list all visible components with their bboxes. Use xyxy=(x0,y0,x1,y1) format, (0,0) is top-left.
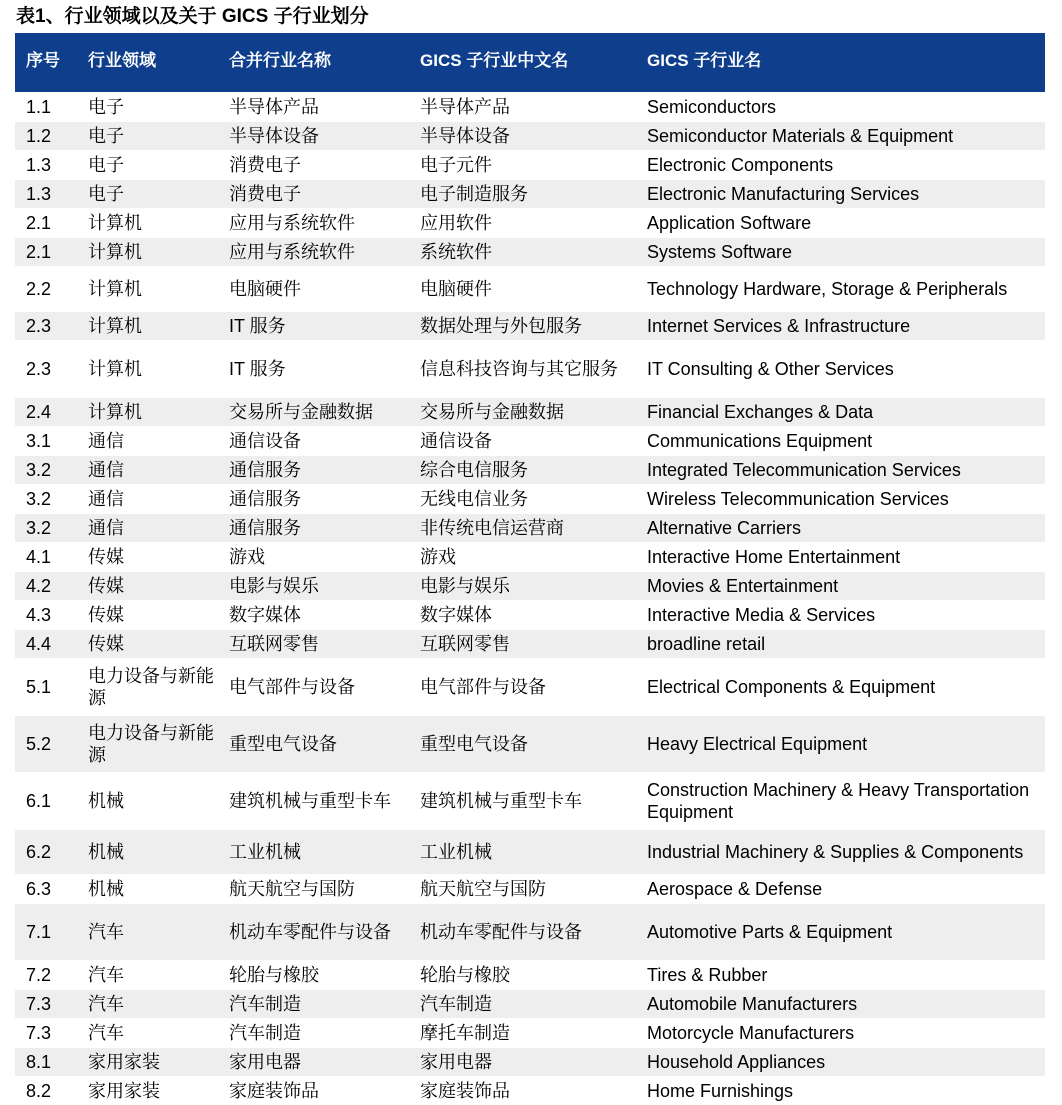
table-row xyxy=(15,1076,1045,1105)
cell-industry-sector: 电力设备与新能源 xyxy=(77,715,218,772)
header-gics-subindustry-chinese: GICS 子行业中文名 xyxy=(409,33,636,92)
cell-merged-industry-name: 消费电子 xyxy=(218,150,409,179)
cell-industry-sector: 传媒 xyxy=(77,600,218,629)
cell-gics-subindustry-english: Automotive Parts & Equipment xyxy=(636,903,1045,960)
table-row xyxy=(15,121,1045,150)
table-row xyxy=(15,629,1045,658)
cell-gics-subindustry-chinese: 电脑硬件 xyxy=(409,266,636,311)
cell-gics-subindustry-english: Interactive Home Entertainment xyxy=(636,542,1045,571)
cell-gics-subindustry-chinese: 交易所与金融数据 xyxy=(409,397,636,426)
cell-gics-subindustry-chinese: 数字媒体 xyxy=(409,600,636,629)
cell-industry-sector: 汽车 xyxy=(77,989,218,1018)
cell-serial-number: 7.1 xyxy=(15,903,77,960)
cell-merged-industry-name: IT 服务 xyxy=(218,340,409,397)
cell-industry-sector: 计算机 xyxy=(77,237,218,266)
cell-serial-number: 2.1 xyxy=(15,237,77,266)
industry-classification-table xyxy=(15,33,1045,1105)
cell-merged-industry-name: 通信服务 xyxy=(218,484,409,513)
cell-serial-number: 5.2 xyxy=(15,715,77,772)
cell-serial-number: 1.1 xyxy=(15,92,77,121)
header-merged-industry-name: 合并行业名称 xyxy=(218,33,409,92)
cell-merged-industry-name: 互联网零售 xyxy=(218,629,409,658)
cell-merged-industry-name: 电影与娱乐 xyxy=(218,571,409,600)
cell-serial-number: 6.1 xyxy=(15,772,77,829)
cell-gics-subindustry-english: Industrial Machinery & Supplies & Components xyxy=(636,829,1045,874)
cell-gics-subindustry-english: Technology Hardware, Storage & Peripherals xyxy=(636,266,1045,311)
cell-gics-subindustry-chinese: 综合电信服务 xyxy=(409,455,636,484)
cell-gics-subindustry-english: Electronic Manufacturing Services xyxy=(636,179,1045,208)
cell-gics-subindustry-chinese: 摩托车制造 xyxy=(409,1018,636,1047)
cell-gics-subindustry-english: Construction Machinery & Heavy Transportation Equipment xyxy=(636,772,1045,829)
cell-gics-subindustry-english: IT Consulting & Other Services xyxy=(636,340,1045,397)
cell-merged-industry-name: 重型电气设备 xyxy=(218,715,409,772)
cell-merged-industry-name: 家庭装饰品 xyxy=(218,1076,409,1105)
cell-gics-subindustry-english: Aerospace & Defense xyxy=(636,874,1045,903)
cell-gics-subindustry-english: Automobile Manufacturers xyxy=(636,989,1045,1018)
cell-merged-industry-name: 应用与系统软件 xyxy=(218,208,409,237)
cell-serial-number: 6.3 xyxy=(15,874,77,903)
cell-gics-subindustry-english: Electrical Components & Equipment xyxy=(636,658,1045,715)
cell-gics-subindustry-chinese: 电影与娱乐 xyxy=(409,571,636,600)
cell-industry-sector: 机械 xyxy=(77,874,218,903)
cell-merged-industry-name: 工业机械 xyxy=(218,829,409,874)
table-row xyxy=(15,92,1045,121)
cell-serial-number: 7.2 xyxy=(15,960,77,989)
cell-gics-subindustry-english: Household Appliances xyxy=(636,1047,1045,1076)
cell-gics-subindustry-english: Integrated Telecommunication Services xyxy=(636,455,1045,484)
cell-industry-sector: 计算机 xyxy=(77,340,218,397)
cell-merged-industry-name: 半导体产品 xyxy=(218,92,409,121)
cell-serial-number: 4.3 xyxy=(15,600,77,629)
cell-gics-subindustry-chinese: 半导体产品 xyxy=(409,92,636,121)
cell-industry-sector: 电子 xyxy=(77,179,218,208)
cell-serial-number: 2.3 xyxy=(15,311,77,340)
cell-industry-sector: 汽车 xyxy=(77,903,218,960)
cell-gics-subindustry-english: Interactive Media & Services xyxy=(636,600,1045,629)
table-header-row xyxy=(15,33,1045,92)
cell-gics-subindustry-english: Alternative Carriers xyxy=(636,513,1045,542)
cell-industry-sector: 汽车 xyxy=(77,960,218,989)
cell-industry-sector: 汽车 xyxy=(77,1018,218,1047)
cell-industry-sector: 通信 xyxy=(77,513,218,542)
cell-gics-subindustry-chinese: 电子制造服务 xyxy=(409,179,636,208)
cell-serial-number: 5.1 xyxy=(15,658,77,715)
table-row xyxy=(15,715,1045,772)
cell-industry-sector: 通信 xyxy=(77,426,218,455)
cell-industry-sector: 家用家装 xyxy=(77,1076,218,1105)
cell-gics-subindustry-english: broadline retail xyxy=(636,629,1045,658)
table-row xyxy=(15,542,1045,571)
cell-serial-number: 2.2 xyxy=(15,266,77,311)
table-row xyxy=(15,237,1045,266)
cell-gics-subindustry-english: Home Furnishings xyxy=(636,1076,1045,1105)
header-industry-sector: 行业领域 xyxy=(77,33,218,92)
cell-gics-subindustry-english: Heavy Electrical Equipment xyxy=(636,715,1045,772)
cell-industry-sector: 电力设备与新能源 xyxy=(77,658,218,715)
table-row xyxy=(15,1018,1045,1047)
header-serial-number: 序号 xyxy=(15,33,77,92)
cell-gics-subindustry-english: Movies & Entertainment xyxy=(636,571,1045,600)
table-row xyxy=(15,903,1045,960)
cell-merged-industry-name: 通信设备 xyxy=(218,426,409,455)
table-body xyxy=(15,92,1045,1105)
cell-gics-subindustry-chinese: 游戏 xyxy=(409,542,636,571)
cell-gics-subindustry-chinese: 无线电信业务 xyxy=(409,484,636,513)
cell-serial-number: 6.2 xyxy=(15,829,77,874)
cell-serial-number: 3.2 xyxy=(15,484,77,513)
table-row xyxy=(15,960,1045,989)
cell-gics-subindustry-english: Wireless Telecommunication Services xyxy=(636,484,1045,513)
cell-serial-number: 1.3 xyxy=(15,179,77,208)
cell-gics-subindustry-chinese: 建筑机械与重型卡车 xyxy=(409,772,636,829)
cell-gics-subindustry-english: Systems Software xyxy=(636,237,1045,266)
table-row xyxy=(15,571,1045,600)
document-title: 表1、行业领域以及关于 GICS 子行业划分 xyxy=(16,6,369,27)
cell-industry-sector: 机械 xyxy=(77,829,218,874)
cell-gics-subindustry-english: Semiconductor Materials & Equipment xyxy=(636,121,1045,150)
cell-gics-subindustry-chinese: 家庭装饰品 xyxy=(409,1076,636,1105)
cell-gics-subindustry-chinese: 电气部件与设备 xyxy=(409,658,636,715)
cell-gics-subindustry-chinese: 航天航空与国防 xyxy=(409,874,636,903)
cell-merged-industry-name: 家用电器 xyxy=(218,1047,409,1076)
cell-merged-industry-name: 通信服务 xyxy=(218,513,409,542)
table-row xyxy=(15,340,1045,397)
table-row xyxy=(15,874,1045,903)
cell-gics-subindustry-english: Financial Exchanges & Data xyxy=(636,397,1045,426)
cell-industry-sector: 通信 xyxy=(77,484,218,513)
table-row xyxy=(15,311,1045,340)
header-gics-subindustry-english: GICS 子行业名 xyxy=(636,33,1045,92)
cell-serial-number: 4.2 xyxy=(15,571,77,600)
cell-merged-industry-name: 消费电子 xyxy=(218,179,409,208)
table-row xyxy=(15,600,1045,629)
cell-industry-sector: 电子 xyxy=(77,92,218,121)
table-row xyxy=(15,829,1045,874)
table-row xyxy=(15,772,1045,829)
cell-serial-number: 1.2 xyxy=(15,121,77,150)
cell-serial-number: 8.2 xyxy=(15,1076,77,1105)
cell-serial-number: 3.2 xyxy=(15,455,77,484)
cell-gics-subindustry-chinese: 汽车制造 xyxy=(409,989,636,1018)
cell-gics-subindustry-english: Motorcycle Manufacturers xyxy=(636,1018,1045,1047)
cell-merged-industry-name: 数字媒体 xyxy=(218,600,409,629)
cell-serial-number: 4.4 xyxy=(15,629,77,658)
table-row xyxy=(15,426,1045,455)
cell-merged-industry-name: 航天航空与国防 xyxy=(218,874,409,903)
cell-gics-subindustry-chinese: 系统软件 xyxy=(409,237,636,266)
cell-gics-subindustry-chinese: 非传统电信运营商 xyxy=(409,513,636,542)
cell-merged-industry-name: IT 服务 xyxy=(218,311,409,340)
cell-serial-number: 3.2 xyxy=(15,513,77,542)
table-header xyxy=(15,33,1045,92)
cell-gics-subindustry-english: Semiconductors xyxy=(636,92,1045,121)
table-row xyxy=(15,150,1045,179)
cell-serial-number: 7.3 xyxy=(15,1018,77,1047)
cell-gics-subindustry-chinese: 半导体设备 xyxy=(409,121,636,150)
cell-gics-subindustry-chinese: 工业机械 xyxy=(409,829,636,874)
cell-merged-industry-name: 汽车制造 xyxy=(218,989,409,1018)
cell-merged-industry-name: 机动车零配件与设备 xyxy=(218,903,409,960)
table-row xyxy=(15,455,1045,484)
cell-serial-number: 4.1 xyxy=(15,542,77,571)
cell-serial-number: 2.3 xyxy=(15,340,77,397)
cell-merged-industry-name: 建筑机械与重型卡车 xyxy=(218,772,409,829)
table-row xyxy=(15,989,1045,1018)
cell-gics-subindustry-english: Application Software xyxy=(636,208,1045,237)
cell-industry-sector: 计算机 xyxy=(77,266,218,311)
cell-gics-subindustry-chinese: 重型电气设备 xyxy=(409,715,636,772)
cell-gics-subindustry-chinese: 数据处理与外包服务 xyxy=(409,311,636,340)
cell-industry-sector: 电子 xyxy=(77,150,218,179)
cell-industry-sector: 传媒 xyxy=(77,629,218,658)
cell-gics-subindustry-chinese: 家用电器 xyxy=(409,1047,636,1076)
cell-serial-number: 2.1 xyxy=(15,208,77,237)
cell-gics-subindustry-chinese: 通信设备 xyxy=(409,426,636,455)
cell-industry-sector: 机械 xyxy=(77,772,218,829)
cell-serial-number: 8.1 xyxy=(15,1047,77,1076)
cell-gics-subindustry-chinese: 电子元件 xyxy=(409,150,636,179)
table-row xyxy=(15,179,1045,208)
cell-serial-number: 7.3 xyxy=(15,989,77,1018)
table-row xyxy=(15,1047,1045,1076)
cell-gics-subindustry-chinese: 信息科技咨询与其它服务 xyxy=(409,340,636,397)
table-row xyxy=(15,397,1045,426)
cell-industry-sector: 计算机 xyxy=(77,208,218,237)
cell-industry-sector: 计算机 xyxy=(77,397,218,426)
cell-merged-industry-name: 电气部件与设备 xyxy=(218,658,409,715)
cell-industry-sector: 通信 xyxy=(77,455,218,484)
cell-merged-industry-name: 通信服务 xyxy=(218,455,409,484)
table-row xyxy=(15,658,1045,715)
table-row xyxy=(15,484,1045,513)
table-row xyxy=(15,208,1045,237)
cell-gics-subindustry-chinese: 应用软件 xyxy=(409,208,636,237)
table-row xyxy=(15,266,1045,311)
cell-industry-sector: 传媒 xyxy=(77,542,218,571)
cell-industry-sector: 电子 xyxy=(77,121,218,150)
cell-merged-industry-name: 交易所与金融数据 xyxy=(218,397,409,426)
cell-serial-number: 3.1 xyxy=(15,426,77,455)
cell-gics-subindustry-chinese: 互联网零售 xyxy=(409,629,636,658)
table-row xyxy=(15,513,1045,542)
cell-merged-industry-name: 半导体设备 xyxy=(218,121,409,150)
cell-industry-sector: 家用家装 xyxy=(77,1047,218,1076)
cell-serial-number: 2.4 xyxy=(15,397,77,426)
cell-serial-number: 1.3 xyxy=(15,150,77,179)
cell-gics-subindustry-chinese: 机动车零配件与设备 xyxy=(409,903,636,960)
cell-merged-industry-name: 应用与系统软件 xyxy=(218,237,409,266)
cell-gics-subindustry-english: Tires & Rubber xyxy=(636,960,1045,989)
cell-merged-industry-name: 汽车制造 xyxy=(218,1018,409,1047)
cell-gics-subindustry-chinese: 轮胎与橡胶 xyxy=(409,960,636,989)
cell-industry-sector: 传媒 xyxy=(77,571,218,600)
cell-gics-subindustry-english: Internet Services & Infrastructure xyxy=(636,311,1045,340)
cell-industry-sector: 计算机 xyxy=(77,311,218,340)
cell-merged-industry-name: 电脑硬件 xyxy=(218,266,409,311)
cell-merged-industry-name: 游戏 xyxy=(218,542,409,571)
cell-gics-subindustry-english: Communications Equipment xyxy=(636,426,1045,455)
cell-merged-industry-name: 轮胎与橡胶 xyxy=(218,960,409,989)
cell-gics-subindustry-english: Electronic Components xyxy=(636,150,1045,179)
